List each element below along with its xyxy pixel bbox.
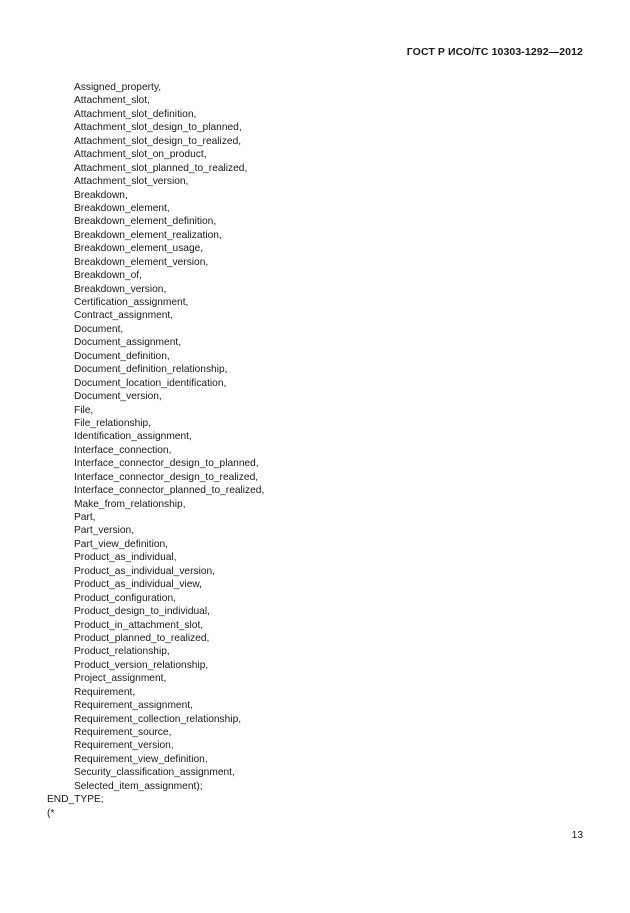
list-item: File_relationship, [74,417,152,429]
list-item: Security_classification_assignment, [74,767,235,779]
list-item: Product_as_individual_version, [74,565,216,577]
list-item: Part, [74,512,96,523]
list-item: Breakdown, [74,189,128,201]
list-item: Interface_connection, [74,444,172,456]
list-item: Attachment_slot_version, [74,176,189,188]
list-item: Product_configuration, [74,592,176,604]
list-item: Selected_item_assignment); [74,780,203,792]
list-item: Attachment_slot_planned_to_realized, [74,162,248,174]
list-item: Breakdown_element_usage, [74,243,204,255]
list-item: Document_location_identification, [74,377,227,389]
list-item: Project_assignment, [74,673,167,685]
list-item: Interface_connector_design_to_planned, [74,458,259,470]
end-type-keyword: END_TYPE; [47,794,104,806]
list-item: Part_version, [74,525,135,537]
list-item: File, [74,404,94,416]
list-item: Attachment_slot_on_product, [74,149,207,161]
select-type-item-list [0,81,630,793]
list-item: Document, [74,323,124,335]
list-item: Breakdown_element_version, [74,256,209,268]
list-item: Product_design_to_individual, [74,606,210,618]
list-item: Attachment_slot_design_to_planned, [74,122,242,134]
list-item: Interface_connector_planned_to_realized, [74,485,265,497]
list-item: Breakdown_element_definition, [74,216,217,228]
list-item: Attachment_slot_design_to_realized, [74,135,242,147]
list-item: Product_version_relationship, [74,659,209,671]
list-item: Product_as_individual, [74,552,177,564]
list-item: Document_assignment, [74,337,182,349]
list-item: Product_as_individual_view, [74,579,202,591]
list-item: Contract_assignment, [74,310,174,322]
list-item: Breakdown_element_realization, [74,229,222,241]
list-item: Requirement_source, [74,727,172,738]
comment-open: (* [47,807,55,819]
document-header: ГОСТ Р ИСО/ТС 10303-1292—2012 [406,46,583,58]
list-item: Interface_connector_design_to_realized, [74,471,259,483]
list-item: Part_view_definition, [74,538,169,550]
list-item: Assigned_property, [74,82,162,93]
list-item: Breakdown_element, [74,202,170,214]
list-item: Breakdown_of, [74,270,142,282]
list-item: Document_definition, [74,350,170,362]
list-item: Requirement, [74,686,136,698]
list-item: Product_in_attachment_slot, [74,619,204,631]
page-number: 13 [571,830,583,841]
list-item: Certification_assignment, [74,297,189,308]
list-item: Attachment_slot_definition, [74,108,197,120]
list-item: Requirement_view_definition, [74,753,208,765]
list-item: Product_planned_to_realized, [74,632,210,644]
list-item: Identification_assignment, [74,431,192,443]
express-code-block [0,81,630,820]
list-item: Document_definition_relationship, [74,364,228,376]
list-item: Requirement_version, [74,740,174,752]
list-item: Product_relationship, [74,646,170,658]
list-item: Requirement_collection_relationship, [74,713,242,725]
list-item: Document_version, [74,391,162,403]
list-item: Make_from_relationship, [74,498,186,510]
list-item: Breakdown_version, [74,283,167,295]
list-item: Attachment_slot, [74,95,150,107]
list-item: Requirement_assignment, [74,700,193,712]
